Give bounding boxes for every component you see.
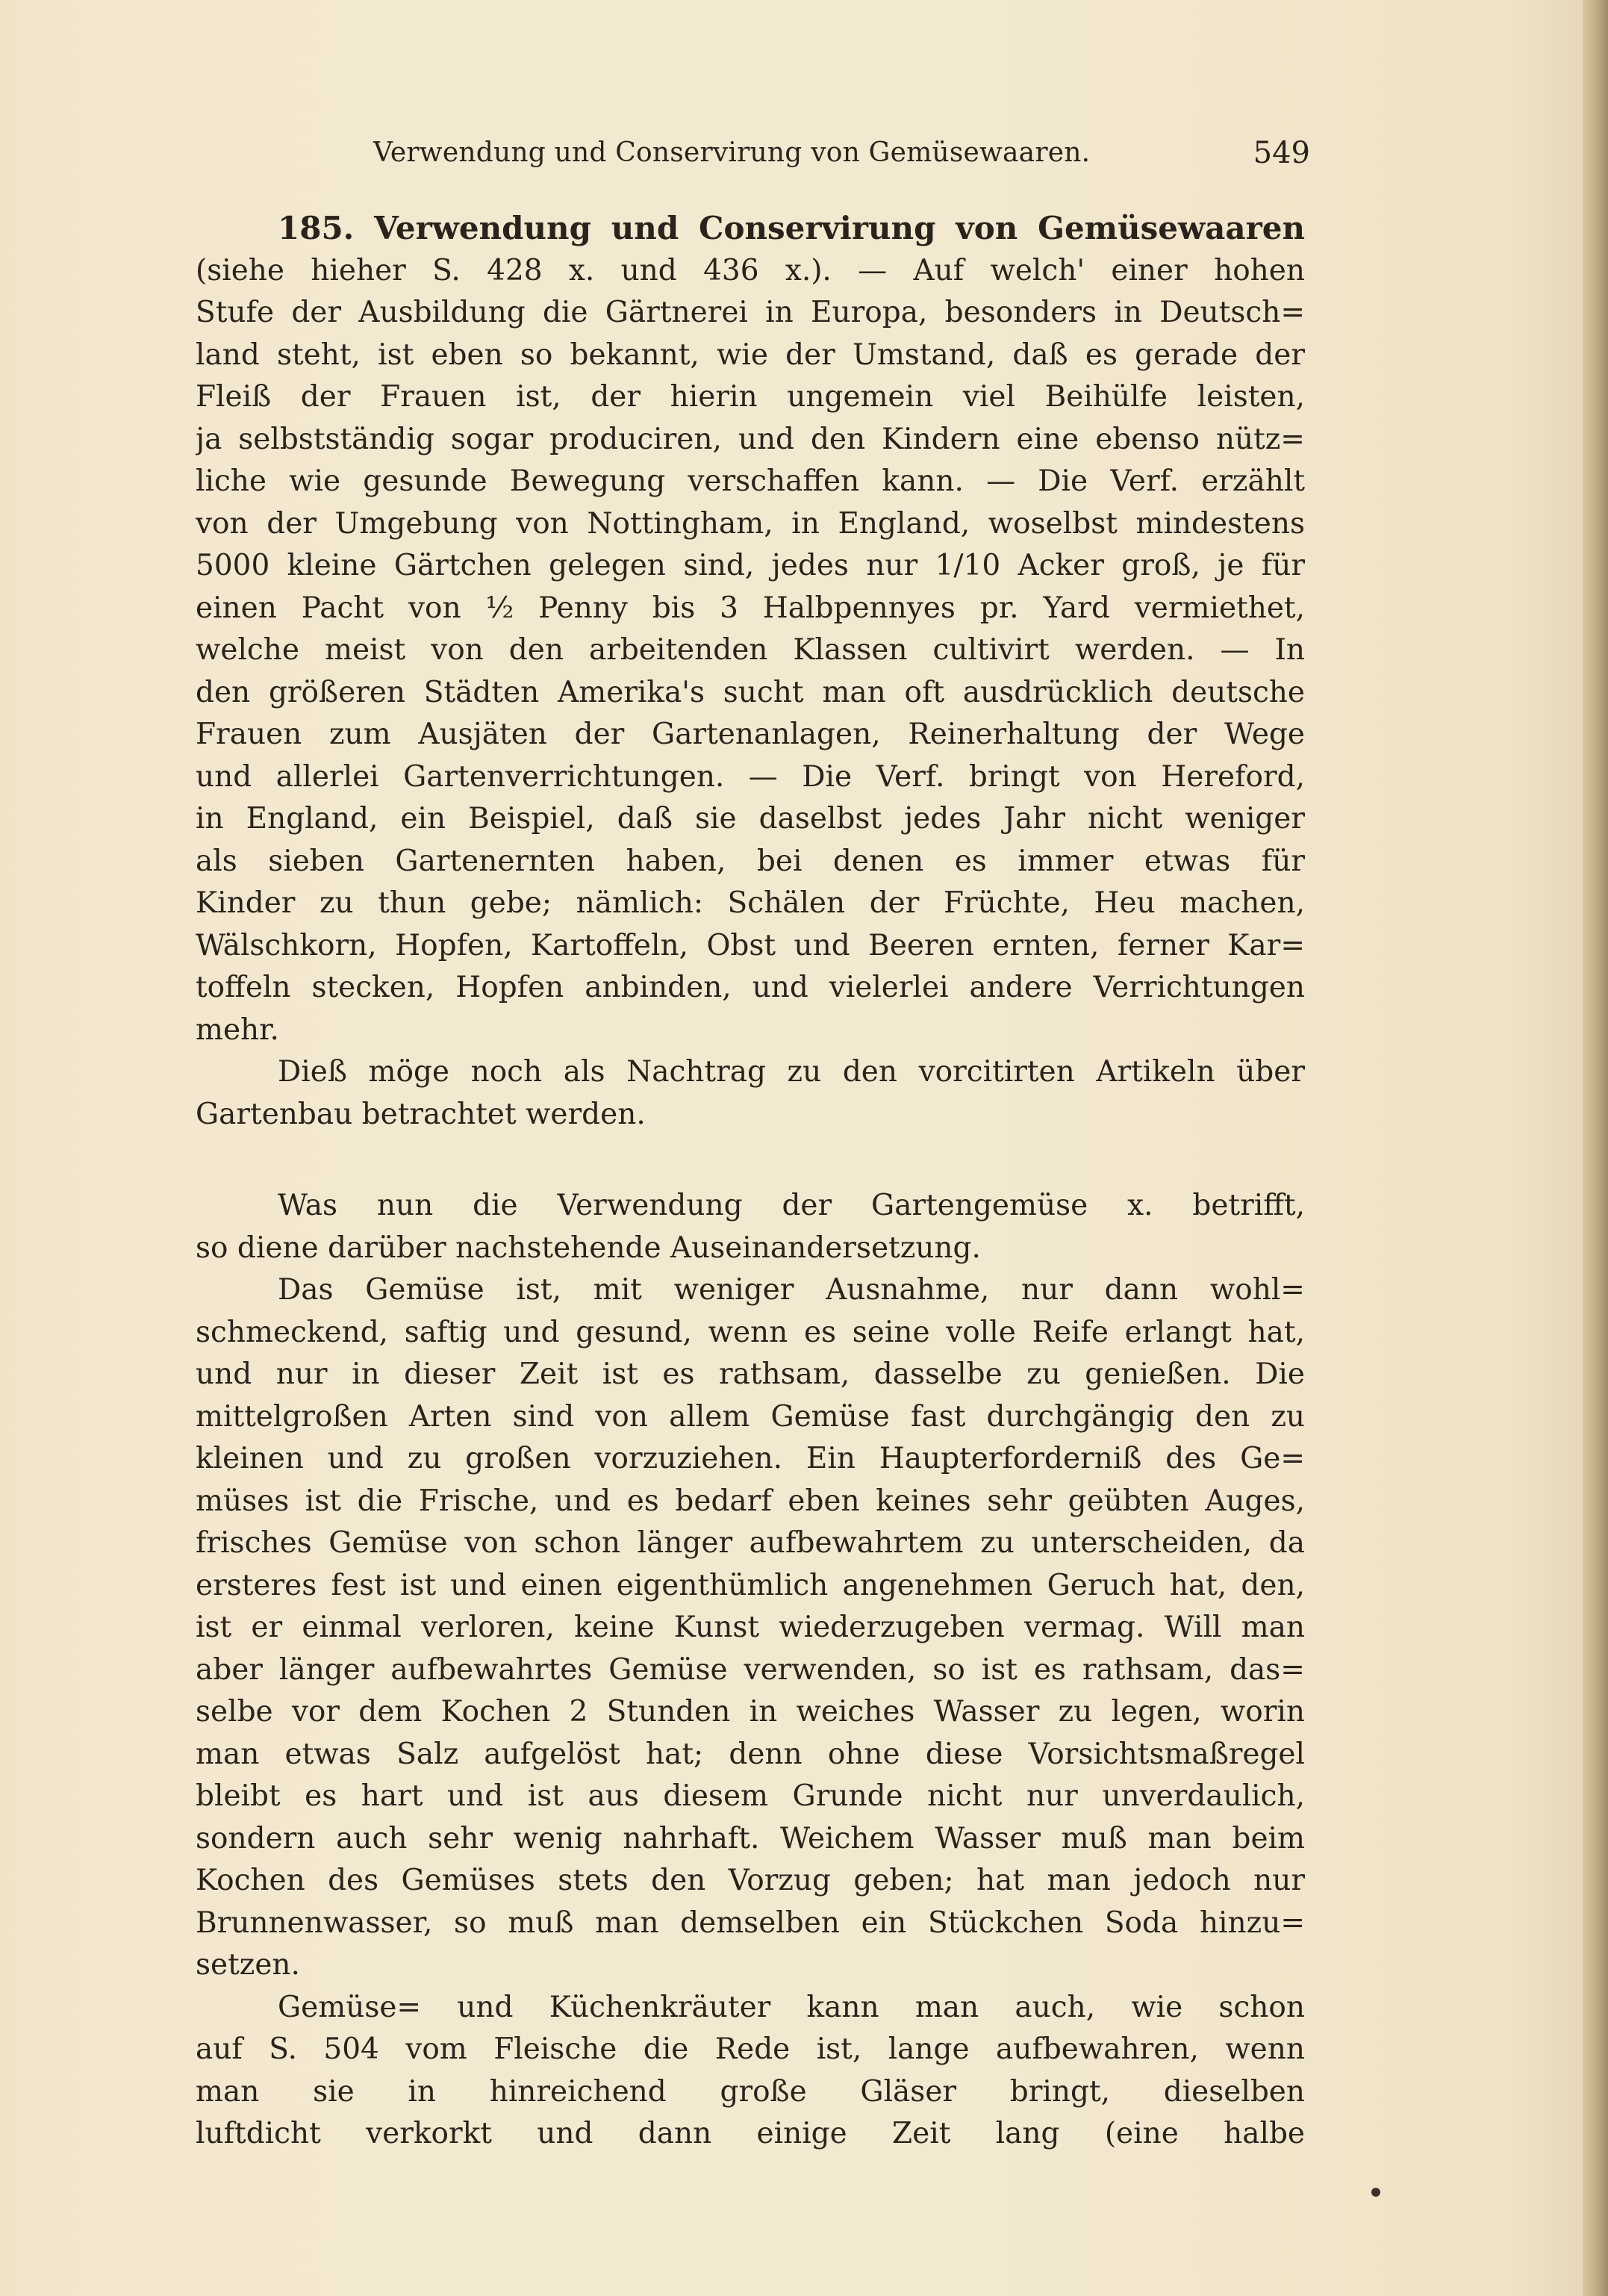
text-line: und allerlei Gartenverrichtungen. — Die Verf. bringt von Hereford,	[196, 759, 1305, 794]
text-line: luftdicht verkorkt und dann einige Zeit lang (eine halbe	[196, 2117, 1305, 2150]
paragraph-gap	[196, 1136, 1305, 1185]
text-line: ist er einmal verloren, keine Kunst wiederzugeben vermag. Will man	[196, 1611, 1305, 1644]
text-line: setzen.	[196, 1948, 300, 1982]
text-line: aber länger aufbewahrtes Gemüse verwenden, so ist es rathsam, das=	[196, 1652, 1305, 1687]
text-line: (siehe hieher S. 428 x. und 436 x.). — Auf welch' einer hohen	[196, 253, 1305, 287]
running-head: Verwendung und Conservirung von Gemüsewaaren.	[373, 137, 1091, 168]
body-text	[196, 208, 1305, 2156]
text-line: mehr.	[196, 1012, 279, 1047]
text-line: land steht, ist eben so bekannt, wie der Umstand, daß es gerade der	[196, 337, 1305, 372]
text-line: Was nun die Verwendung der Gartengemüse x. betrifft,	[278, 1189, 1305, 1222]
text-line: frisches Gemüse von schon länger aufbewahrtem zu unterscheiden, da	[196, 1526, 1305, 1560]
text-line: Brunnenwasser, so muß man demselben ein Stückchen Soda hinzu=	[196, 1905, 1305, 1940]
text-line: müses ist die Frische, und es bedarf eben keines sehr geübten Auges,	[196, 1484, 1305, 1518]
text-line: Dieß möge noch als Nachtrag zu den vorcitirten Artikeln über	[278, 1055, 1305, 1089]
text-line: liche wie gesunde Bewegung verschaffen kann. — Die Verf. erzählt	[196, 464, 1305, 498]
text-line: Kochen des Gemüses stets den Vorzug geben; hat man jedoch nur	[196, 1864, 1305, 1897]
text-line: ersteres fest ist und einen eigenthümlich angenehmen Geruch hat, den,	[196, 1568, 1305, 1602]
text-line: welche meist von den arbeitenden Klassen cultivirt werden. — In	[196, 633, 1305, 667]
text-line: Fleiß der Frauen ist, der hierin ungemein viel Beihülfe leisten,	[196, 380, 1305, 414]
text-line: den größeren Städten Amerika's sucht man oft ausdrücklich deutsche	[196, 675, 1305, 709]
text-line: und nur in dieser Zeit ist es rathsam, dasselbe zu genießen. Die	[196, 1357, 1305, 1391]
text-line: auf S. 504 vom Fleische die Rede ist, lange aufbewahren, wenn	[196, 2032, 1305, 2066]
text-line: ja selbstständig sogar produciren, und den Kindern eine ebenso nütz=	[196, 422, 1305, 456]
text-line: schmeckend, saftig und gesund, wenn es seine volle Reife erlangt hat,	[196, 1315, 1305, 1349]
page-header	[373, 127, 1310, 179]
text-line: Gartenbau betrachtet werden.	[196, 1097, 646, 1131]
text-line: man etwas Salz aufgelöst hat; denn ohne diese Vorsichtsmaßregel	[196, 1737, 1305, 1771]
text-line: in England, ein Beispiel, daß sie daselbst jedes Jahr nicht weniger	[196, 802, 1305, 836]
text-line: Gemüse= und Küchenkräuter kann man auch, wie schon	[278, 1990, 1305, 2024]
page-edge-shadow	[1583, 0, 1608, 2296]
page-number: 549	[1253, 136, 1310, 170]
text-line: toffeln stecken, Hopfen anbinden, und vielerlei andere Verrichtungen	[196, 971, 1305, 1004]
text-line: 5000 kleine Gärtchen gelegen sind, jedes nur 1/10 Acker groß, je für	[196, 549, 1305, 582]
text-line: Das Gemüse ist, mit weniger Ausnahme, nur dann wohl=	[278, 1273, 1305, 1307]
text-line: man sie in hinreichend große Gläser bringt, dieselben	[196, 2074, 1305, 2109]
text-line: als sieben Gartenernten haben, bei denen es immer etwas für	[196, 844, 1305, 878]
text-line: Wälschkorn, Hopfen, Kartoffeln, Obst und Beeren ernten, ferner Kar=	[196, 928, 1305, 962]
text-line: mittelgroßen Arten sind von allem Gemüse fast durchgängig den zu	[196, 1399, 1305, 1434]
text-line: sondern auch sehr wenig nahrhaft. Weichem Wasser muß man beim	[196, 1821, 1305, 1855]
text-line: kleinen und zu großen vorzuziehen. Ein Haupterforderniß des Ge=	[196, 1442, 1305, 1475]
section-heading: 185. Verwendung und Conservirung von Gemüsewaaren	[278, 210, 1305, 246]
text-line: bleibt es hart und ist aus diesem Grunde nicht nur unverdaulich,	[196, 1779, 1305, 1813]
printer-mark	[1371, 2188, 1380, 2197]
text-line: selbe vor dem Kochen 2 Stunden in weiches Wasser zu legen, worin	[196, 1695, 1305, 1729]
text-line: Frauen zum Ausjäten der Gartenanlagen, Reinerhaltung der Wege	[196, 718, 1305, 751]
text-line: einen Pacht von ½ Penny bis 3 Halbpennyes pr. Yard vermiethet,	[196, 591, 1305, 625]
text-line: Kinder zu thun gebe; nämlich: Schälen der Früchte, Heu machen,	[196, 886, 1305, 920]
text-line: so diene darüber nachstehende Auseinandersetzung.	[196, 1231, 981, 1265]
text-line: Stufe der Ausbildung die Gärtnerei in Europa, besonders in Deutsch=	[196, 296, 1305, 329]
text-line: von der Umgebung von Nottingham, in England, woselbst mindestens	[196, 506, 1305, 541]
